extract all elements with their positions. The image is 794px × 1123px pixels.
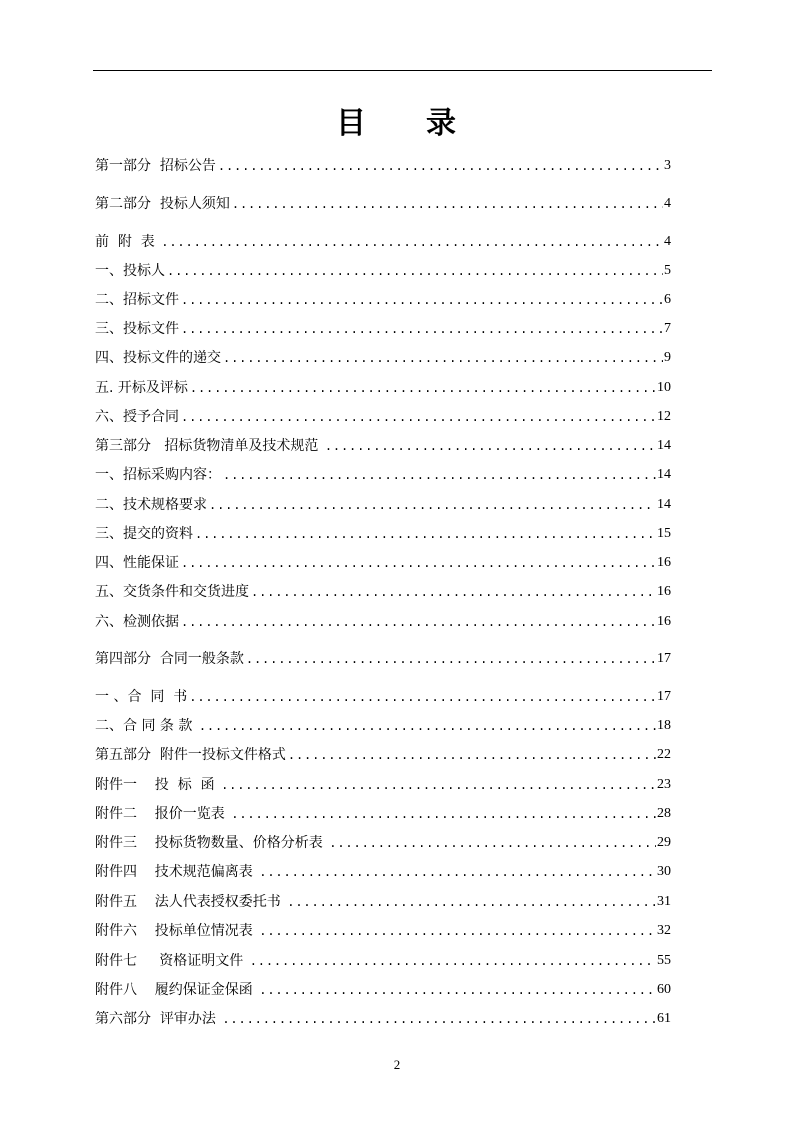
toc-entry-label: 附件六 投标单位情况表 [95, 923, 258, 939]
toc-entry-label: 附件三 投标货物数量、价格分析表 [95, 835, 328, 851]
toc-entry-page: 14 [657, 497, 671, 512]
toc-entry[interactable] [95, 153, 671, 175]
toc-entry[interactable] [95, 801, 671, 823]
toc-entry-label: 第一部分 招标公告 [95, 158, 216, 174]
toc-entry[interactable] [95, 1006, 671, 1028]
toc-entry-label: 一 、合 同 书 [95, 689, 188, 705]
toc-entry-page: 29 [657, 835, 671, 850]
toc-entry-page: 55 [657, 953, 671, 968]
toc-entry-label: 附件八 履约保证金保函 [95, 982, 258, 998]
toc-leader-dots [161, 233, 663, 251]
toc-entry-label: 六、检测依据 [95, 614, 179, 630]
toc-entry-page: 23 [657, 777, 671, 792]
toc-entry[interactable] [95, 579, 671, 601]
toc-entry[interactable] [95, 258, 671, 280]
toc-entry-label: 五、交货条件和交货进度 [95, 584, 249, 600]
toc-entry-page: 61 [657, 1011, 671, 1026]
toc-leader-dots [223, 349, 663, 367]
toc-entry-page: 3 [664, 158, 671, 173]
title-part-1: 目 [336, 106, 368, 141]
toc-entry[interactable] [95, 433, 671, 455]
toc-leader-dots [223, 466, 656, 484]
toc-entry-label: 附件五 法人代表授权委托书 [95, 894, 286, 910]
toc-entry[interactable] [95, 229, 671, 251]
toc-entry-label: 四、投标文件的递交 [95, 350, 221, 366]
toc-leader-dots [251, 583, 656, 601]
toc-entry-label: 第二部分 投标人须知 [95, 196, 230, 212]
toc-entry-page: 17 [657, 689, 671, 704]
toc-entry-label: 四、性能保证 [95, 555, 179, 571]
toc-entry-label: 二、合 同 条 款 [95, 718, 197, 734]
toc-entry[interactable] [95, 830, 671, 852]
title-part-2: 录 [426, 106, 458, 141]
toc-leader-dots [190, 379, 656, 397]
toc-entry-page: 30 [657, 864, 671, 879]
toc-entry-page: 5 [664, 263, 671, 278]
toc-leader-dots [218, 157, 663, 175]
toc-leader-dots [181, 320, 663, 338]
toc-entry-page: 17 [657, 651, 671, 666]
toc-entry-label: 一、投标人 [95, 263, 165, 279]
toc-leader-dots [181, 291, 663, 309]
toc-entry-page: 16 [657, 584, 671, 599]
page-title [0, 98, 794, 142]
header-rule [93, 70, 712, 71]
toc-entry[interactable] [95, 404, 671, 426]
toc-entry-label: 第四部分 合同一般条款 [95, 651, 244, 667]
toc-entry-page: 28 [657, 806, 671, 821]
toc-entry-page: 7 [664, 321, 671, 336]
toc-entry[interactable] [95, 772, 671, 794]
toc-leader-dots [222, 1010, 656, 1028]
toc-leader-dots [189, 688, 656, 706]
toc-entry-label: 二、技术规格要求 [95, 497, 207, 513]
toc-leader-dots [325, 437, 656, 455]
toc-leader-dots [181, 408, 656, 426]
toc-entry[interactable] [95, 977, 671, 999]
toc-entry-page: 15 [657, 526, 671, 541]
toc-entry[interactable] [95, 191, 671, 213]
toc-entry-page: 6 [664, 292, 671, 307]
toc-entry-label: 一、招标采购内容： [95, 467, 221, 483]
toc-entry[interactable] [95, 462, 671, 484]
toc-entry[interactable] [95, 316, 671, 338]
toc-entry[interactable] [95, 550, 671, 572]
toc-entry[interactable] [95, 684, 671, 706]
toc-entry-page: 4 [664, 196, 671, 211]
toc-entry[interactable] [95, 713, 671, 735]
toc-entry-page: 18 [657, 718, 671, 733]
toc-entry-page: 22 [657, 747, 671, 762]
toc-entry[interactable] [95, 287, 671, 309]
toc-entry-label: 附件七 资格证明文件 [95, 953, 248, 969]
toc-entry-page: 14 [657, 438, 671, 453]
toc-entry-label: 二、招标文件 [95, 292, 179, 308]
toc-entry-label: 附件二 报价一览表 [95, 806, 230, 822]
toc-entry[interactable] [95, 859, 671, 881]
page-number: 2 [393, 1057, 401, 1072]
toc-entry-label: 第三部分 招标货物清单及技术规范 [95, 438, 323, 454]
toc-entry[interactable] [95, 345, 671, 367]
toc-entry-label: 三、提交的资料 [95, 526, 193, 542]
toc-entry-label: 三、投标文件 [95, 321, 179, 337]
toc-entry[interactable] [95, 889, 671, 911]
toc-entry[interactable] [95, 492, 671, 514]
toc-entry[interactable] [95, 521, 671, 543]
toc-entry[interactable] [95, 742, 671, 764]
toc-entry-page: 32 [657, 923, 671, 938]
toc-entry[interactable] [95, 375, 671, 397]
toc-entry-label: 前 附 表 [95, 234, 160, 250]
toc-leader-dots [329, 834, 656, 852]
toc-entry-label: 五. 开标及评标 [95, 380, 188, 396]
toc-entry[interactable] [95, 609, 671, 631]
toc-entry-label: 第六部分 评审办法 [95, 1011, 221, 1027]
toc-entry-label: 第五部分 附件一投标文件格式 [95, 747, 286, 763]
toc-leader-dots [181, 613, 656, 631]
toc-entry-page: 16 [657, 614, 671, 629]
toc-entry-page: 16 [657, 555, 671, 570]
toc-leader-dots [259, 981, 656, 999]
toc-leader-dots [259, 863, 656, 881]
toc-leader-dots [181, 554, 656, 572]
toc-leader-dots [246, 650, 656, 668]
toc-leader-dots [195, 525, 656, 543]
toc-leader-dots [288, 746, 656, 764]
toc-entry-page: 9 [664, 350, 671, 365]
toc-leader-dots [231, 805, 656, 823]
toc-leader-dots [199, 717, 656, 735]
toc-entry[interactable] [95, 918, 671, 940]
toc-leader-dots [287, 893, 656, 911]
toc-leader-dots [250, 952, 656, 970]
toc-entry-page: 12 [657, 409, 671, 424]
toc-entry[interactable] [95, 646, 671, 668]
toc-entry-page: 31 [657, 894, 671, 909]
toc-entry-page: 60 [657, 982, 671, 997]
toc-entry-page: 10 [657, 380, 671, 395]
toc-leader-dots [232, 195, 663, 213]
toc-entry-label: 附件一 投 标 函 [95, 777, 220, 793]
toc-leader-dots [221, 776, 656, 794]
toc-leader-dots [167, 262, 663, 280]
toc-entry-page: 14 [657, 467, 671, 482]
toc-entry-label: 六、授予合同 [95, 409, 179, 425]
toc-entry-label: 附件四 技术规范偏离表 [95, 864, 258, 880]
toc-leader-dots [209, 496, 656, 514]
toc-entry[interactable] [95, 948, 671, 970]
toc-entry-page: 4 [664, 234, 671, 249]
toc-leader-dots [259, 922, 656, 940]
